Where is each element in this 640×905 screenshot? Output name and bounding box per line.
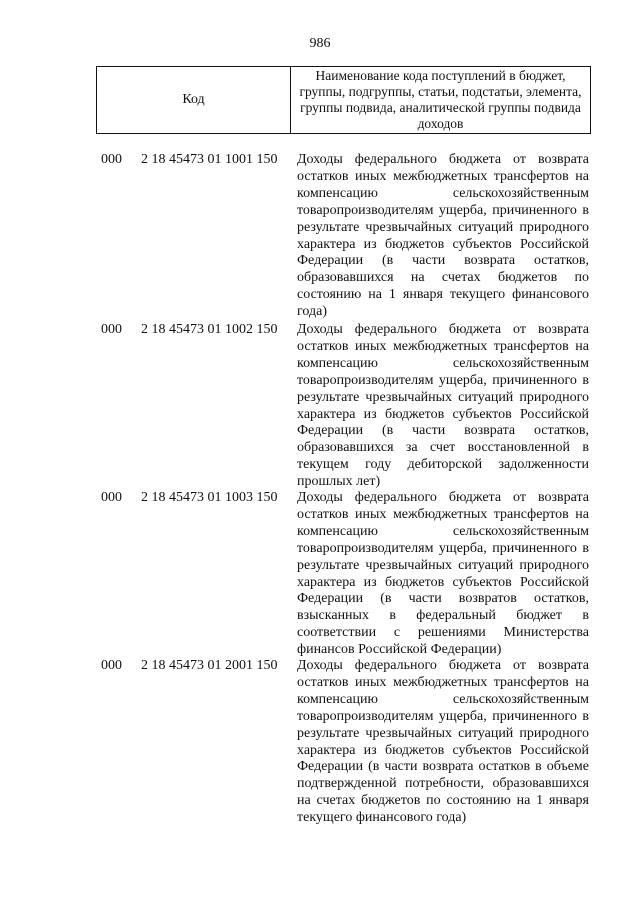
- budget-classification-code: 2 18 45473 01 1001 150: [141, 152, 278, 167]
- table-row: [0, 322, 640, 490]
- admin-code: 000: [101, 152, 122, 167]
- budget-classification-code: 2 18 45473 01 1003 150: [141, 490, 278, 505]
- revenue-description: Доходы федерального бюджета от возврата остатков иных межбюджетных трансфертов на компенсацию сельскохозяйственным товаропроизводителям ущерба, причиненного в результате чрезвычайных ситуаций природного характера из бюджетов субъектов Российской Федерации (в части возврата остатков, образовавшихся на счетах бюджетов по состоянию на 1 января текущего финансового года): [297, 152, 589, 320]
- admin-code: 000: [101, 658, 122, 673]
- revenue-description: Доходы федерального бюджета от возврата остатков иных межбюджетных трансфертов на компенсацию сельскохозяйственным товаропроизводителям ущерба, причиненного в результате чрезвычайных ситуаций природного характера из бюджетов субъектов Российской Федерации (в части возврата остатков в объеме подтвержденной потребности, образовавшихся на счетах бюджетов по состоянию на 1 января текущего финансового года): [297, 658, 589, 826]
- table-body: [0, 152, 640, 844]
- page-number: 986: [309, 36, 331, 51]
- header-code-column: Код: [97, 67, 291, 133]
- table-row: [0, 658, 640, 844]
- budget-classification-code: 2 18 45473 01 2001 150: [141, 658, 278, 673]
- revenue-description: Доходы федерального бюджета от возврата остатков иных межбюджетных трансфертов на компенсацию сельскохозяйственным товаропроизводителям ущерба, причиненного в результате чрезвычайных ситуаций природного характера из бюджетов субъектов Российской Федерации (в части возвратов остатков, взысканных в федеральный бюджет в соответствии с решениями Министерства финансов Российской Федерации): [297, 490, 589, 658]
- table-header: [96, 66, 591, 134]
- table-row: [0, 490, 640, 658]
- header-name-column: Наименование кода поступлений в бюджет, группы, подгруппы, статьи, подстатьи, элемента, группы подвида, аналитической группы подвида доходов: [299, 68, 582, 131]
- admin-code: 000: [101, 322, 122, 337]
- budget-classification-code: 2 18 45473 01 1002 150: [141, 322, 278, 337]
- admin-code: 000: [101, 490, 122, 505]
- table-row: [0, 152, 640, 322]
- revenue-description: Доходы федерального бюджета от возврата остатков иных межбюджетных трансфертов на компенсацию сельскохозяйственным товаропроизводителям ущерба, причиненного в результате чрезвычайных ситуаций природного характера из бюджетов субъектов Российской Федерации (в части возврата остатков, образовавшихся за счет восстановленной в текущем году дебиторской задолженности прошлых лет): [297, 322, 589, 490]
